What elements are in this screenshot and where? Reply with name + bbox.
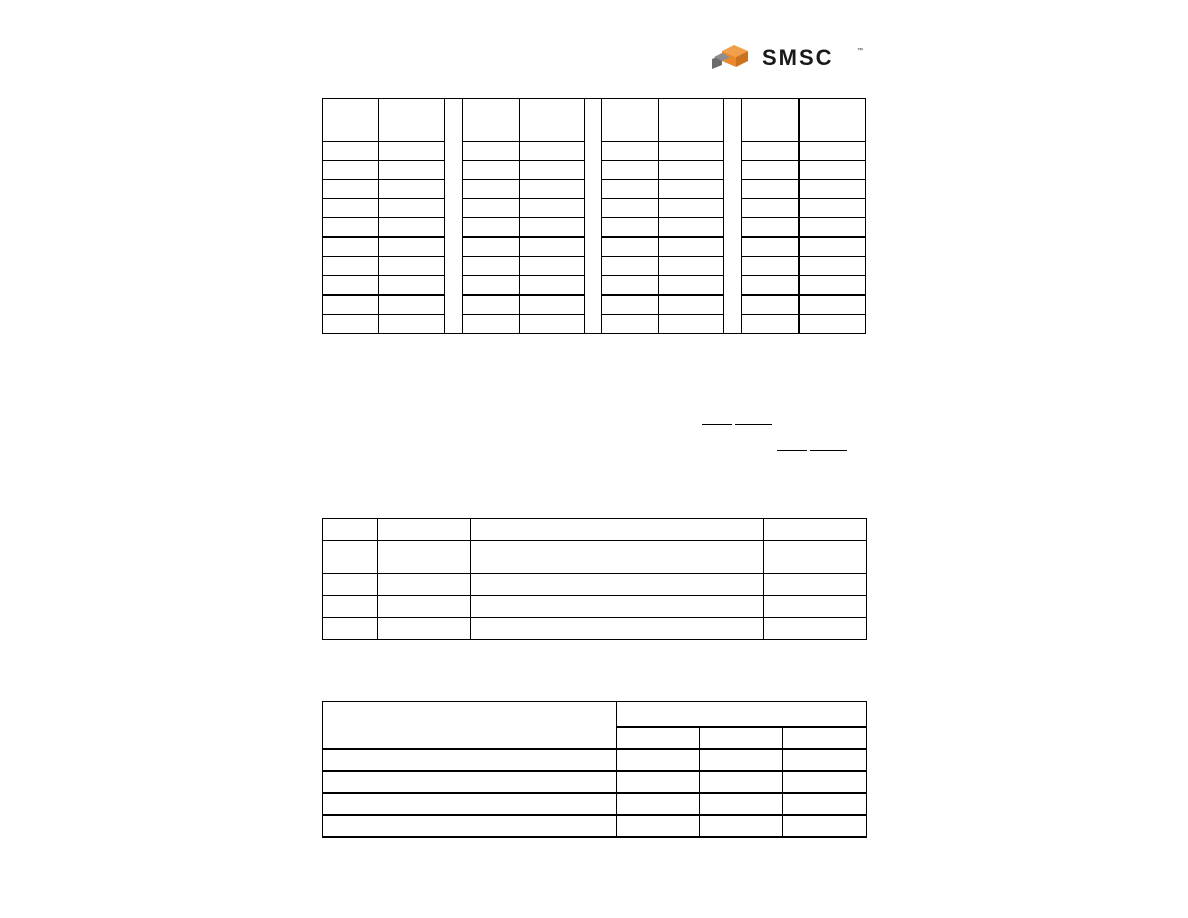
signal-overline: [702, 424, 732, 425]
column-gap: [445, 99, 462, 334]
signal-overline: [810, 450, 847, 451]
table-row: [323, 793, 867, 815]
table-row: [323, 771, 867, 793]
column-gap: [724, 99, 741, 334]
table-row: [323, 574, 867, 596]
name-header-cell: [379, 99, 445, 142]
table-row: [323, 749, 867, 771]
column-gap: [584, 99, 601, 334]
table-row: [323, 815, 867, 837]
table-header-row: [323, 519, 867, 541]
pin-table-header-row: [323, 99, 866, 142]
table-row: [323, 541, 867, 574]
name-header-cell: [799, 99, 865, 142]
signal-overline: [777, 450, 807, 451]
table-row: [323, 618, 867, 640]
description-table: [322, 518, 867, 640]
pin-header-cell: [462, 99, 519, 142]
table-row: [323, 596, 867, 618]
name-header-cell: [519, 99, 584, 142]
signal-overline: [735, 424, 772, 425]
pin-header-cell: [323, 99, 379, 142]
pin-header-cell: [602, 99, 659, 142]
pin-header-cell: [741, 99, 799, 142]
table-header-row: [323, 702, 867, 728]
logo-trademark: ™: [857, 48, 863, 54]
pin-table: [322, 98, 866, 334]
summary-table: [322, 701, 867, 838]
name-header-cell: [659, 99, 724, 142]
smsc-logo: [712, 43, 864, 71]
smsc-logo-mark-icon: [712, 43, 758, 71]
logo-wordmark: SMSC: [762, 45, 834, 70]
